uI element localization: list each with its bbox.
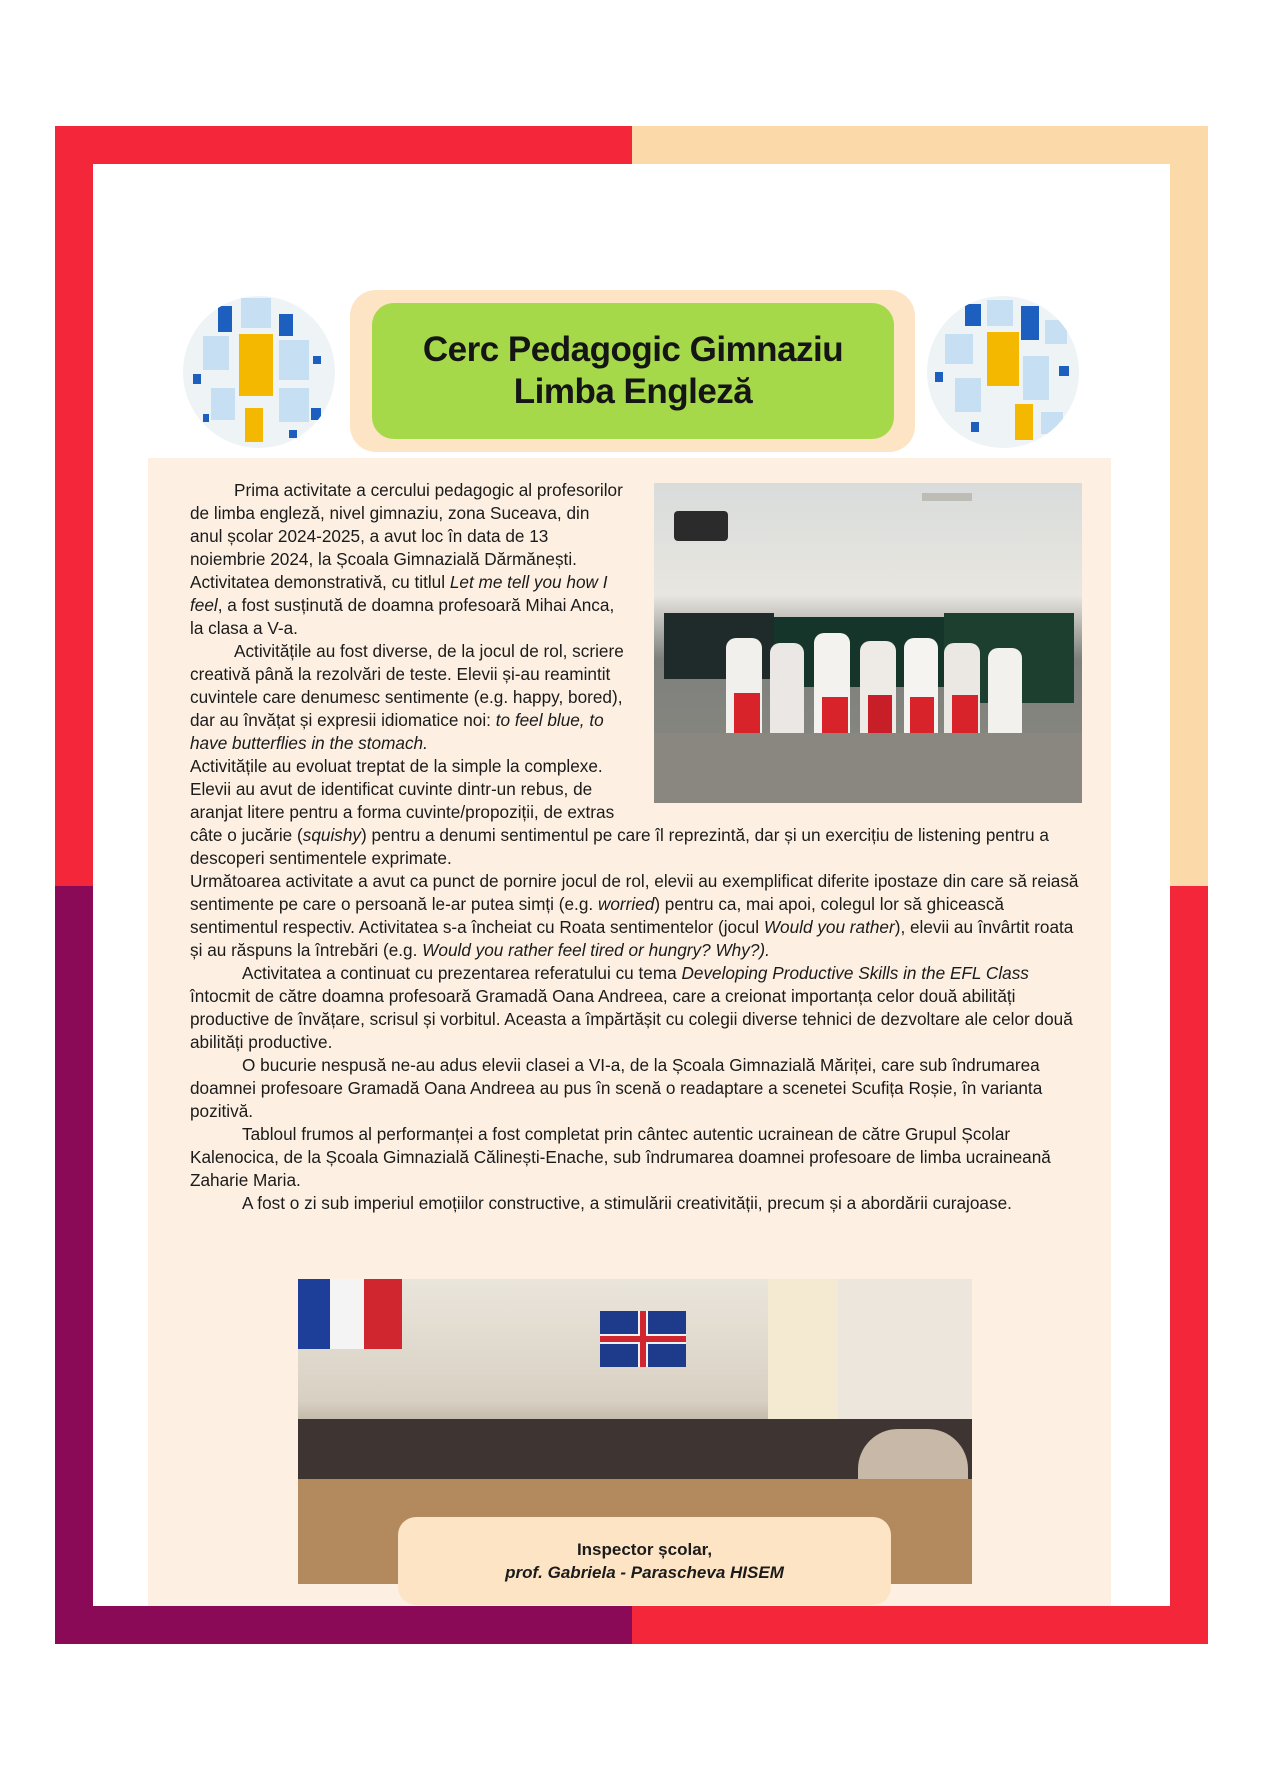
frame-top-left [55, 126, 632, 164]
caption-line-1: Inspector școlar, [576, 1540, 713, 1559]
decorative-circle-right [927, 296, 1079, 448]
paragraph-8: Tabloul frumos al performanței a fost completat prin cântec autentic ucrainean de către Grupul Școlar Kalenocica, de la Școala Gimnazială Călinești-Enache, sub îndrumarea doamnei profesoare de limba ucraineană Zaharie Maria. [190, 1124, 1051, 1190]
title-box [372, 303, 894, 439]
title-line-1: Cerc Pedagogic Gimnaziu [422, 330, 844, 369]
frame-bottom-left [55, 1606, 632, 1644]
paragraph-2: Activitatea demonstrativă, cu titlul Let me tell you how I feel, a fost susținută de doamna profesoară Mihai Anca, la clasa a V-a. [190, 572, 615, 638]
paragraph-9: A fost o zi sub imperiul emoțiilor constructive, a stimulării creativității, precum și a abordării curajoase. [242, 1193, 1012, 1213]
photo-caption [398, 1517, 891, 1605]
paragraph-7: O bucurie nespusă ne-au adus elevii clasei a VI-a, de la Școala Gimnazială Măriței, care sub îndrumarea doamnei profesoare Gramadă Oana Andreea au pus în scenă o readaptare a scenetei Scufița Roșie, în varianta pozitivă. [190, 1055, 1043, 1121]
paragraph-3: Activitățile au fost diverse, de la jocul de rol, scriere creativă până la rezolvări de teste. Elevii și-au reamintit cuvintele care denumesc sentimente (e.g. happy, bored), dar au învățat și expresii idiomatice noi: to feel blue, to have butterflies in the stomach. [190, 641, 624, 753]
frame-left-top [55, 126, 93, 886]
title-line-2: Limba Engleză [513, 372, 753, 411]
caption-line-2: prof. Gabriela - Parascheva HISEM [505, 1563, 784, 1582]
frame-right-top [1170, 126, 1208, 886]
frame-right-bottom [1170, 886, 1208, 1644]
frame-top-right [632, 126, 1208, 164]
frame-left-bottom [55, 886, 93, 1644]
paragraph-6: Activitatea a continuat cu prezentarea referatului cu tema Developing Productive Skills in the EFL Class întocmit de către doamna profesoară Gramadă Oana Andreea, care a creionat importanța celor două abilități productive de învățare, scrisul și vorbitul. Aceasta a împărtășit cu colegii diverse tehnici de dezvoltare ale celor două abilități productive. [190, 963, 1073, 1052]
decorative-circle-left [183, 296, 335, 448]
paragraph-5: Următoarea activitate a avut ca punct de pornire jocul de rol, elevii au exemplificat diferite ipostaze din care să reiasă sentimente pe care o persoană le-ar putea simți (e.g. worried) pentru ca, mai apoi, colegul lor să ghicească sentimentul respectiv. Activitatea s-a încheiat cu Roata sentimentelor (jocul Would you rather), elevii au învârtit roata și au răspuns la întrebări (e.g. Would you rather feel tired or hungry? Why?). [190, 871, 1079, 960]
frame-bottom-right [632, 1606, 1208, 1644]
paragraph-4: Activitățile au evoluat treptat de la simple la complexe. Elevii au avut de identificat cuvinte dintr-un rebus, de aranjat litere pentru a forma cuvinte/propoziții, de extras câte o jucărie (squishy) pentru a denumi sentimentul pe care îl reprezintă, dar și un exercițiu de listening pentru a descoperi sentimentele exprimate. [190, 756, 1049, 868]
paragraph-1: Prima activitate a cercului pedagogic al profesorilor de limba engleză, nivel gimnaziu, zona Suceava, din anul școlar 2024-2025, a avut loc în data de 13 noiembrie 2024, la Școala Gimnazială Dărmănești. [190, 480, 623, 569]
article-body [190, 479, 1082, 1215]
class-photo [654, 483, 1082, 803]
